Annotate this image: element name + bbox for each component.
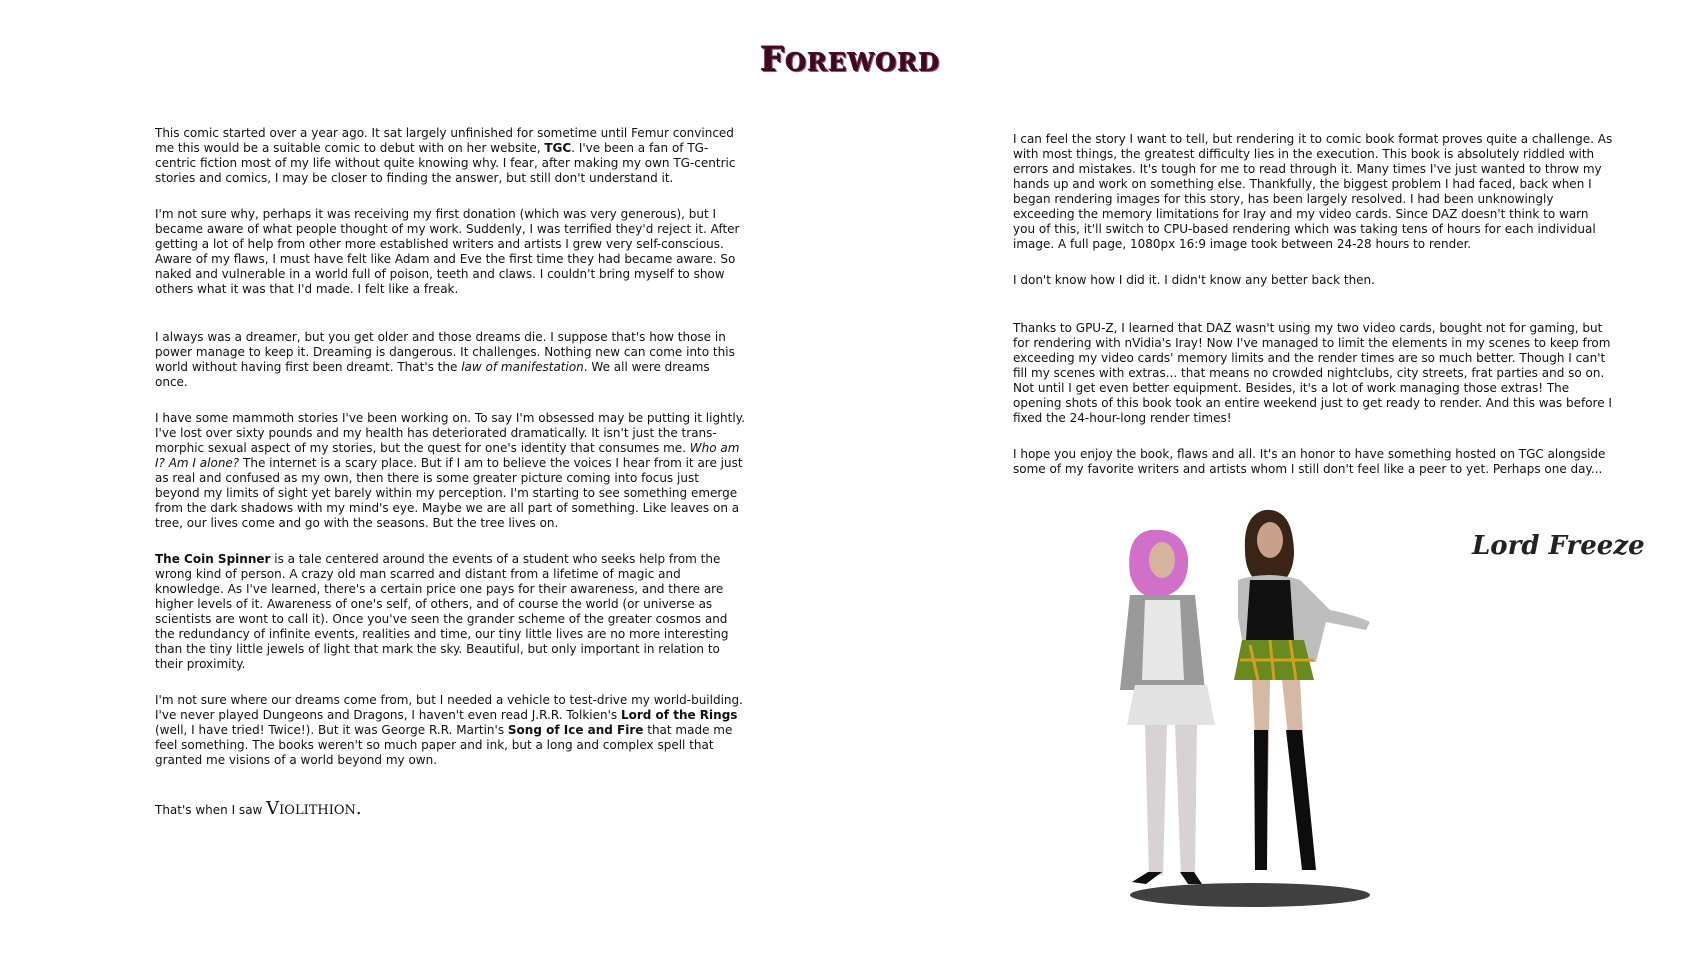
text: (well, I have tried! Twice!). But it was George R.R. Martin's	[155, 723, 508, 737]
paragraph-how: I don't know how I did it. I didn't know any better back then.	[1013, 273, 1375, 287]
violithion-word: Violithion.	[266, 798, 362, 819]
paragraph-thanks: I hope you enjoy the book, flaws and all. It's an honor to have something hosted on TGC alongside some of my favorite writers and artists whom I still don't feel like a peer to yet. Perhaps one day...	[1013, 447, 1606, 476]
paragraph-violithion	[155, 798, 745, 819]
text: I'm not sure where our dreams come from, but I needed a vehicle to test-drive my world-building. I've never played Dungeons and Dragons, I haven't even read J.R.R. Tolkien's	[155, 693, 743, 722]
paragraph-gpu: Thanks to GPU-Z, I learned that DAZ wasn't using my two video cards, bought not for gaming, but for rendering with nVidia's Iray! Now I've managed to limit the elements in my scenes to keep from exceeding my video cards' memory limits and the render times are so much better. Though I can't fill my scenes with extras... that means no crowded nightclubs, city streets, frat parties and so on. Not until I get even better equipment. Besides, it's a lot of work managing those extras! The opening shots of this book took an entire weekend just to get ready to render. And this was before I fixed the 24-hour-long render times!	[1013, 321, 1612, 425]
shadow	[1130, 883, 1370, 907]
text: That's when I saw	[155, 803, 267, 817]
paragraph-donation: I'm not sure why, perhaps it was receiving my first donation (which was very generous), but I became aware of what people thought of my work. Suddenly, I was terrified they'd reject it. After getting a lot of help from other more established writers and artists I grew very self-conscious. Aware of my flaws, I must have felt like Adam and Eve the first time they had became aware. So naked and vulnerable in a world full of poison, teeth and claws. I couldn't bring myself to show others what it was that I'd made. I felt like a freak.	[155, 207, 740, 296]
text: . We all were dreams once.	[155, 360, 710, 389]
paragraph-stories	[155, 411, 745, 531]
left-column	[155, 126, 745, 839]
text: I have some mammoth stories I've been working on. To say I'm obsessed may be putting it lightly. I've lost over sixty pounds and my health has deteriorated dramatically. It isn't just the trans-morphic sexual aspect of my stories, but the quest for one's identity that consumes me.	[155, 411, 745, 455]
character-left	[1120, 530, 1215, 884]
paragraph-dreamer	[155, 330, 745, 390]
character-right	[1234, 510, 1370, 870]
law-phrase: law of manifestation	[461, 360, 584, 374]
paragraph-origin	[155, 126, 745, 186]
text: . I've been a fan of TG-centric fiction most of my life without quite knowing why. I fear, after making my own TG-centric stories and comics, I may be closer to finding the answer, but still don't understand it.	[155, 141, 736, 185]
text: I always was a dreamer, but you get older and those dreams die. I suppose that's how those in power manage to keep it. Dreaming is dangerous. It challenges. Nothing new can come into this world without having first been dreamt. That's the	[155, 330, 735, 374]
right-column	[1013, 132, 1613, 498]
page-title: Foreword	[760, 40, 941, 80]
text: is a tale centered around the events of a student who seeks help from the wrong kind of person. A crazy old man scarred and distant from a lifetime of magic and knowledge. As I've learned, there's a certain price one pays for their awareness, and there are higher levels of it. Awareness of one's self, of others, and of course the world (or universe as scientists are wont to call it). Once you've seen the grander scheme of the greater cosmos and the redundancy of infinite events, realities and time, our tiny little lives are no more interesting than the tiny little jewels of light that mark the sky. Beautiful, but only important in relation to their proximity.	[155, 552, 729, 671]
text: This comic started over a year ago. It sat largely unfinished for sometime until Femur convinced me this would be a suitable comic to debut with on her website,	[155, 126, 734, 155]
book-title: The Coin Spinner	[155, 552, 271, 566]
paragraph-rendering: I can feel the story I want to tell, but rendering it to comic book format proves quite a challenge. As with most things, the greatest difficulty lies in the execution. This book is absolutely riddled with errors and mistakes. It's tough for me to read through it. Many times I've just wanted to throw my hands up and work on something else. Thankfully, the biggest problem I had faced, back when I began rendering images for this story, has been largely resolved. I had been unknowingly exceeding the memory limitations for Iray and my video cards. Since DAZ doesn't think to warn you of this, it'll switch to CPU-based rendering which was taking tens of hours for each individual image. A full page, 1080px 16:9 image took between 24-28 hours to render.	[1013, 132, 1613, 251]
text: that made me feel something. The books weren't so much paper and ink, but a long and complex spell that granted me visions of a world beyond my own.	[155, 723, 733, 767]
paragraph-coin-spinner	[155, 552, 745, 672]
lotr-title: Lord of the Rings	[620, 708, 738, 722]
signature-text: Lord Freeze	[1472, 531, 1645, 561]
paragraph-worldbuilding	[155, 693, 745, 768]
question-phrase: Who am I? Am I alone?	[155, 441, 740, 470]
signature	[1468, 512, 1648, 572]
tgc-name: TGC	[544, 141, 572, 155]
asoiaf-title: Song of Ice and Fire	[507, 723, 644, 737]
character-illustration	[1090, 500, 1390, 940]
text: The internet is a scary place. But if I am to believe the voices I hear from it are just as real and confused as my own, then there is some greater picture coming into focus just beyond my limits of sight yet barely within my perception. I'm starting to see something emerge from the dark shadows with my mind's eye. Maybe we are all part of something. Like leaves on a tree, our lives come and go with the seasons. But the tree lives on.	[155, 456, 743, 530]
